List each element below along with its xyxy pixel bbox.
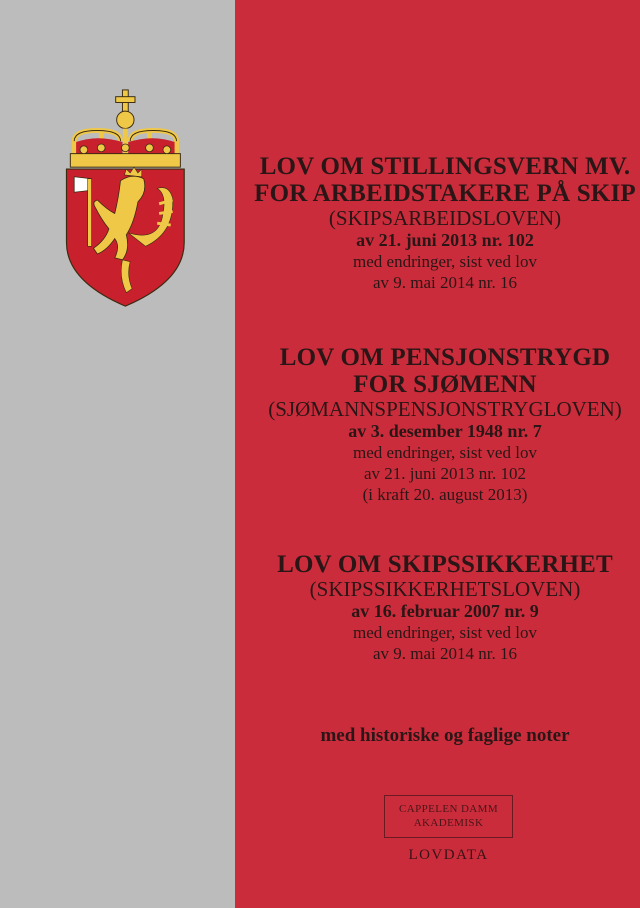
section-title: LOV OM STILLINGSVERN MV. (259, 153, 631, 180)
publisher-logo (384, 795, 513, 838)
section-title: FOR ARBEIDSTAKERE PÅ SKIP (254, 180, 636, 207)
section-sjomannspensjonstrygloven (250, 344, 640, 505)
amendment-line: av 9. mai 2014 nr. 16 (372, 644, 517, 663)
short-name: (SKIPSSIKKERHETSLOVEN) (309, 577, 581, 601)
amendment-line: med endringer, sist ved lov (353, 252, 537, 271)
publisher-name: CAPPELEN DAMM (398, 803, 499, 815)
amendment-line: med endringer, sist ved lov (353, 623, 537, 642)
section-skipssikkerhetsloven (250, 551, 640, 664)
amendment-line: (i kraft 20. august 2013) (362, 485, 528, 504)
partner-name: LOVDATA (408, 847, 489, 863)
section-skipsarbeidsloven (250, 153, 640, 293)
short-name: (SKIPSARBEIDSLOVEN) (328, 206, 562, 230)
short-name: (SJØMANNSPENSJONSTRYGLOVEN) (268, 397, 622, 421)
law-date: av 3. desember 1948 nr. 7 (348, 421, 542, 441)
notes-caption: med historiske og faglige noter (320, 725, 570, 746)
law-date: av 16. februar 2007 nr. 9 (351, 601, 539, 621)
section-title: FOR SJØMENN (353, 371, 537, 398)
amendment-line: av 9. mai 2014 nr. 16 (372, 273, 517, 292)
publisher-name: AKADEMISK (413, 817, 484, 829)
norwegian-coat-of-arms-icon (62, 88, 208, 310)
law-date: av 21. juni 2013 nr. 102 (356, 230, 534, 250)
amendment-line: med endringer, sist ved lov (353, 443, 537, 462)
section-title: LOV OM PENSJONSTRYGD (279, 344, 611, 371)
section-title: LOV OM SKIPSSIKKERHET (277, 551, 613, 578)
amendment-line: av 21. juni 2013 nr. 102 (364, 464, 526, 483)
